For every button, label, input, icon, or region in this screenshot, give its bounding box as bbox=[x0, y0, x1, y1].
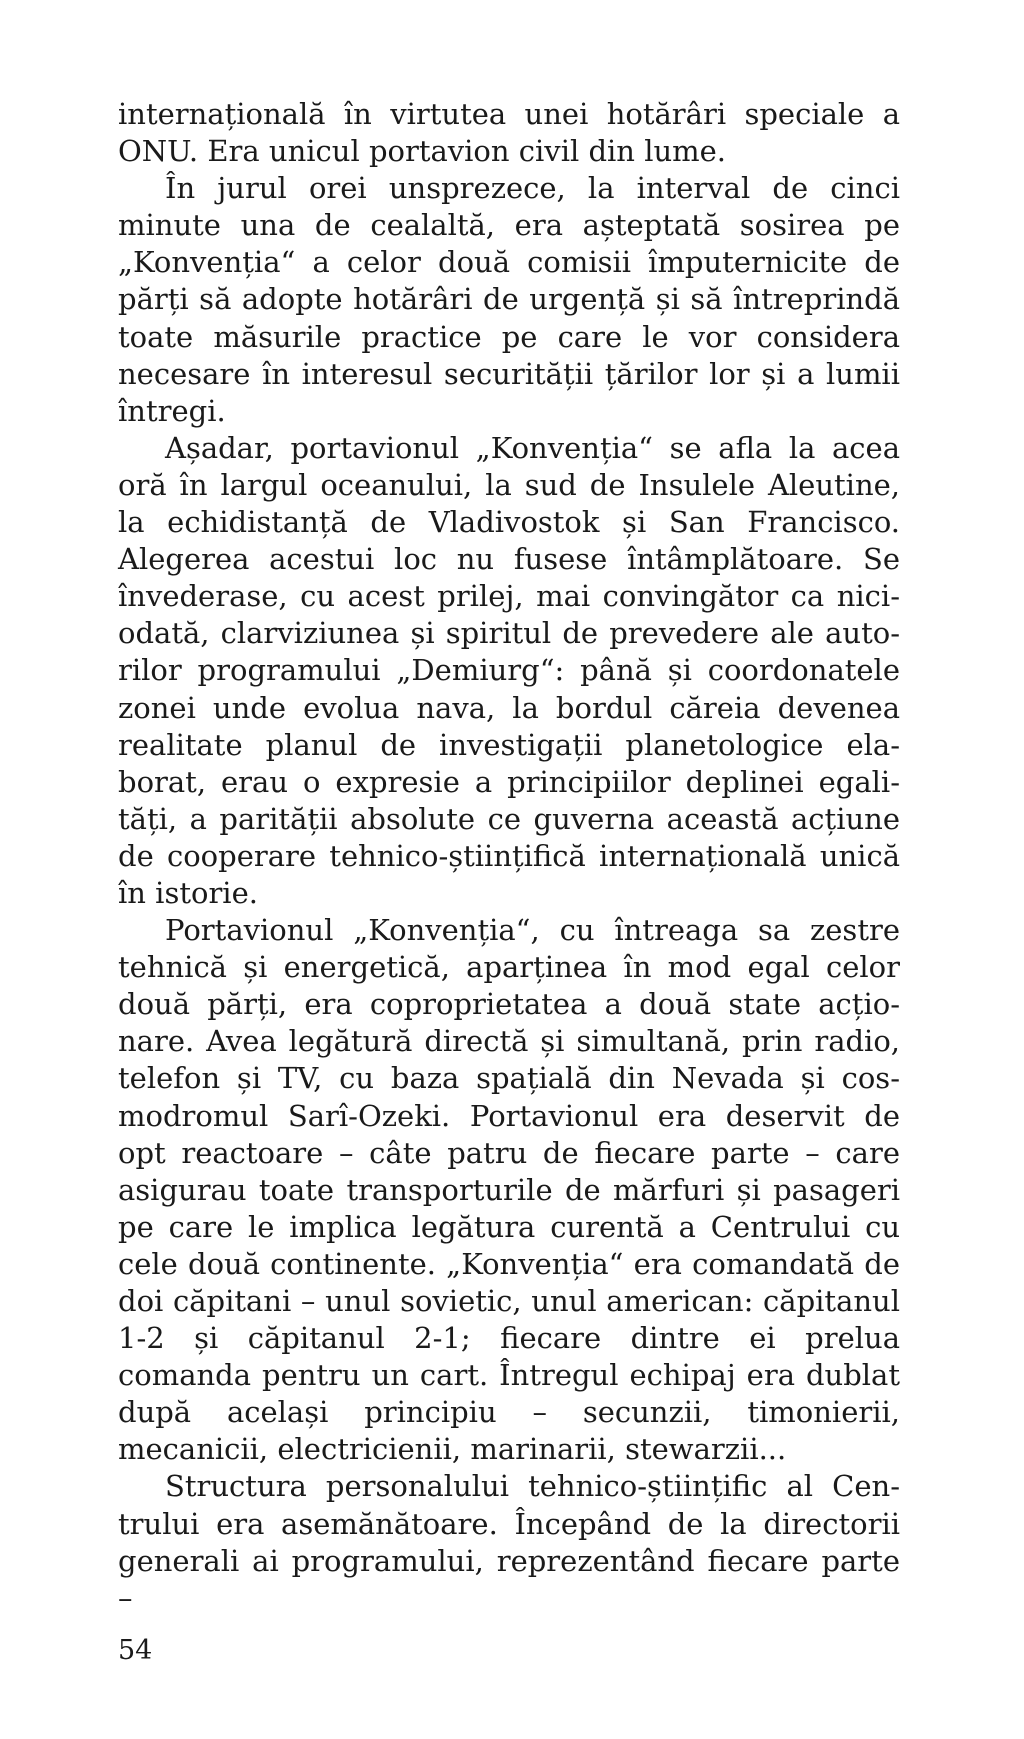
page-number: 54 bbox=[118, 1635, 153, 1666]
body-text bbox=[118, 96, 900, 1617]
paragraph-1: internațională în virtutea unei hotărâri speciale a ONU. Era unicul portavion civil din lume. bbox=[118, 97, 900, 169]
paragraph-5: Structura personalului tehnico-științific al Centrului era asemănătoare. Începând de la directorii generali ai programului, reprezentând fiecare parte – bbox=[118, 1469, 900, 1615]
paragraph-3: Așadar, portavionul „Konvenția“ se afla la acea oră în largul oceanului, la sud de Insulele Aleutine, la echidistanță de Vladivostok și San Francisco. Alegerea acestui loc nu fusese întâmplătoare. Se învederase, cu acest prilej, mai convingător ca niciodată, clarviziunea și spiritul de prevedere ale autorilor programului „Demiurg“: până și coordonatele zonei unde evolua nava, la bordul căreia devenea realitate planul de investigații planetologice elaborat, erau o expresie a principiilor deplinei egalități, a parității absolute ce guverna această acțiune de cooperare tehnico-științifică internațională unică în istorie. bbox=[118, 430, 900, 910]
paragraph-4: Portavionul „Konvenția“, cu întreaga sa zestre tehnică și energetică, aparținea în mod egal celor două părți, era coproprietatea a două state acționare. Avea legătură directă și simultană, prin radio, telefon și TV, cu baza spațială din Nevada și cosmodromul Sarî-Ozeki. Portavionul era deservit de opt reactoare – câte patru de fiecare parte – care asigurau toate transporturile de mărfuri și pasageri pe care le implica legătura curentă a Centrului cu cele două continente. „Konvenția“ era comandată de doi căpitani – unul sovietic, unul american: căpitanul 1-2 și căpitanul 2-1; fiecare dintre ei prelua comanda pentru un cart. Întregul echipaj era dublat după același principiu – secunzii, timonierii, mecanicii, electricienii, marinarii, stewarzii... bbox=[118, 913, 900, 1467]
paragraph-2: În jurul orei unsprezece, la interval de cinci minute una de cealaltă, era așteptată sosirea pe „Konvenția“ a celor două comisii împuternicite de părți să adopte hotărâri de urgență și să întreprindă toate măsurile practice pe care le vor considera necesare în interesul securității țărilor lor și a lumii întregi. bbox=[118, 171, 900, 428]
